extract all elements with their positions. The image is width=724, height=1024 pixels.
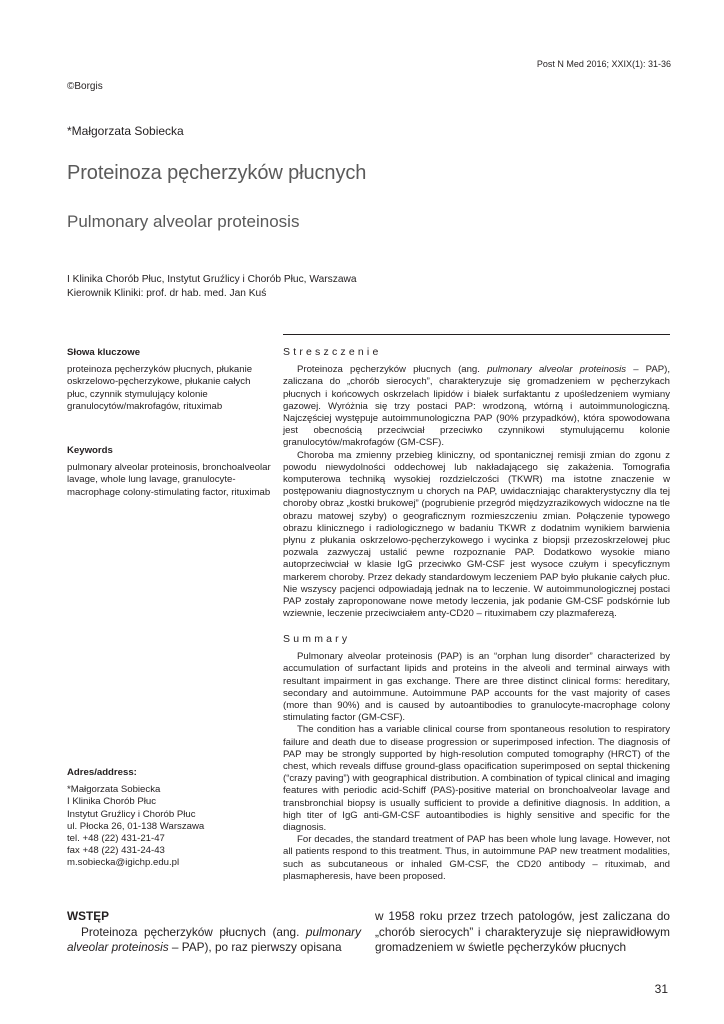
address-line: I Klinika Chorób Płuc — [67, 796, 157, 808]
article-title-english: Pulmonary alveolar proteinosis — [67, 212, 300, 231]
affiliation — [67, 273, 357, 301]
affiliation-institution: I Klinika Chorób Płuc, Instytut Gruźlicy i Chorób Płuc, Warszawa — [67, 274, 357, 285]
page-number: 31 — [654, 982, 668, 996]
address-email: m.sobiecka@igichp.edu.pl — [67, 857, 180, 869]
abstract-polish-heading: Streszczenie — [283, 346, 382, 358]
keywords-english-heading: Keywords — [67, 445, 113, 456]
body-paragraph: Proteinoza pęcherzyków płucnych (ang. pulmonary alveolar proteinosis – PAP), po raz pierwszy opisana — [67, 924, 361, 955]
abstract-polish — [283, 346, 670, 620]
abstract-polish-paragraph: Proteinoza pęcherzyków płucnych (ang. pulmonary alveolar proteinosis – PAP), zaliczana do „chorób sierocych”, charakteryzuje się gromadzeniem w pęcherzykach płucnych i końcowych oskrzelach lipidów i białek surfaktantu z upośledzeniem wymiany gazowej. Wyróżnia się trzy postaci PAP: wrodzoną, wtórną i autoimmunologiczną. Najczęściej występuje autoimmunologiczna PAP (90% przypadków), która spowodowana jest obecnością przeciwciał przeciwko czynnikowi stymulującemu kolonie granulocytów/makrofagów (GM-CSF). — [283, 364, 671, 449]
abstract-english-paragraph: Pulmonary alveolar proteinosis (PAP) is an “orphan lung disorder” characterized by accumulation of surfactant lipids and proteins in the alveoli and terminal airways with resultant impairment in gas exchange. There are three distinct clinical forms: hereditary, secondary and autoimmune. Autoimmune PAP accounts for the vast majority of cases (more than 90%) and is caused by autoantibodies to granulocyte-macrophage colony stimulating factor (GM-CSF). — [283, 651, 670, 724]
address-fax: fax +48 (22) 431-24-43 — [67, 845, 165, 857]
section-heading-introduction: WSTĘP — [67, 909, 109, 923]
author-name: *Małgorzata Sobiecka — [67, 124, 184, 138]
keywords-polish — [67, 347, 272, 413]
abstract-english-heading: Summary — [283, 633, 351, 645]
address-line: *Małgorzata Sobiecka — [67, 784, 161, 796]
address-heading: Adres/address: — [67, 767, 137, 778]
section-divider — [283, 334, 670, 335]
body-paragraph: w 1958 roku przez trzech patologów, jest zaliczana do „chorób sierocych” i charakteryzuje się nieprawidłowym gromadzeniem w świetle pęcherzyków płucnych — [375, 909, 670, 955]
keywords-english-text: pulmonary alveolar proteinosis, bronchoalveolar lavage, whole lung lavage, granulocyte-macrophage colony-stimulating factor, rituximab — [67, 462, 271, 498]
abstract-polish-paragraph: Choroba ma zmienny przebieg kliniczny, od spontanicznej remisji zmian do zgonu z powodu niewydolności oddechowej lub nakładającego się zakażenia. Tomografia komputerowa techniką wysokiej rozdzielczości (TKWR) ma istotne znaczenie w postępowaniu diagnostycznym u chorych na PAP, uwidaczniając charakterystyczny dla tej choroby obraz „kostki brukowej” (pogrubienie przegród międzyzrazikowych widoczne na tle obrazu matowej szyby) o geograficznym rozmieszczeniu zmian. Połączenie typowego obrazu klinicznego i radiologicznego w badaniu TKWR z dodatnim wynikiem barwienia płynu z płukania oskrzelowo-pęcherzykowego i wycinka z biopsji przezoskrzelowej płuc pozwala zazwyczaj ustalić pewne rozpoznanie PAP. Dodatkowo wysokie miano autoprzeciwciał w klasie IgG przeciwko GM-CSF jest wysoce czułym i specyficznym markerem choroby. Przez dekady standardowym leczeniem PAP było płukanie całych płuc. Nie wszyscy pacjenci odpowiadają jednak na to leczenie. W autoimmunologicznej postaci PAP zostały zaproponowane nowe metody leczenia, jak podanie GM-CSF podskórnie lub wziewnie, leczenie przeciwciałem anty-CD20 – rituximabem czy plazmaferezą. — [283, 449, 670, 620]
article-title-polish: Proteinoza pęcherzyków płucnych — [67, 162, 367, 184]
publisher-copyright: ©Borgis — [67, 81, 103, 92]
journal-citation: Post N Med 2016; XXIX(1): 31-36 — [536, 59, 671, 69]
keywords-english — [67, 445, 272, 499]
abstract-english — [283, 633, 670, 883]
address-phone: tel. +48 (22) 431-21-47 — [67, 833, 165, 845]
correspondence-address — [67, 767, 272, 870]
body-column-right — [375, 909, 670, 956]
body-column-left — [67, 909, 361, 956]
abstract-english-paragraph: For decades, the standard treatment of PAP has been whole lung lavage. However, not all patients respond to this treatment. Thus, in autoimmune PAP new treatment modalities, such as subcutaneous or inhaled GM-CSF, the CD20 antibody – rituximab, and plasmapheresis, have been proposed. — [283, 834, 670, 882]
keywords-polish-heading: Słowa kluczowe — [67, 347, 141, 358]
address-line: Instytut Gruźlicy i Chorób Płuc — [67, 808, 196, 820]
address-line: ul. Płocka 26, 01-138 Warszawa — [67, 820, 205, 832]
affiliation-head: Kierownik Kliniki: prof. dr hab. med. Jan Kuś — [67, 288, 267, 299]
abstract-english-paragraph: The condition has a variable clinical course from spontaneous resolution to respiratory failure and death due to disease progression or superimposed infection. The diagnosis of PAP may be strongly supported by high-resolution computed tomography (HRCT) of the chest, which reveals diffuse ground-glass opacification superimposed on septal thickening (“crazy paving”) with geographical distribution. A combination of typical clinical and imaging features with periodic acid-Schiff (PAS)-positive material on bronchoalveolar lavage and transbronchial biopsy is usually sufficient to provide a definitive diagnosis. In addition, a high titer of IgG anti-GM-CSF autoantibodies is highly sensitive and specific for the diagnosis. — [283, 724, 670, 834]
keywords-polish-text: proteinoza pęcherzyków płucnych, płukanie oskrzelowo-pęcherzykowe, płukanie całych płuc, czynnik stymulujący kolonie granulocytów/makrofagów, rituximab — [67, 364, 253, 412]
